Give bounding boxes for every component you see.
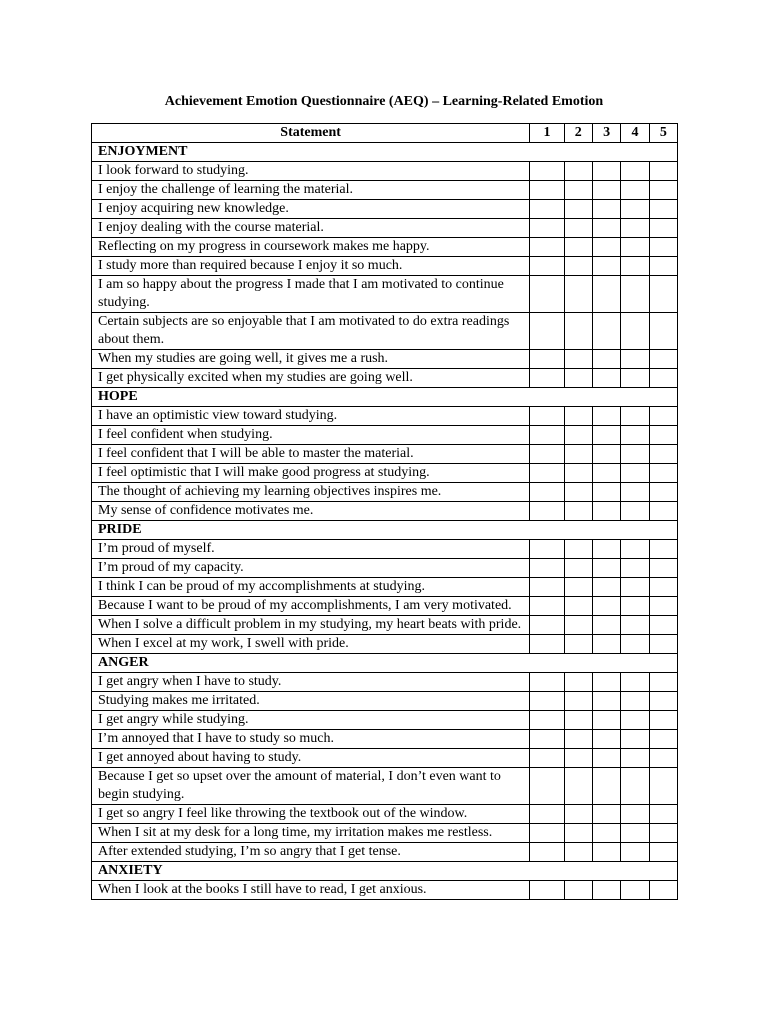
statement-row	[92, 616, 678, 635]
rating-cell-1[interactable]	[530, 276, 564, 313]
rating-cell-5[interactable]	[649, 673, 677, 692]
statement-row	[92, 426, 678, 445]
section-title: PRIDE	[92, 521, 678, 540]
scale-header-1: 1	[530, 124, 564, 143]
rating-cell-1[interactable]	[530, 711, 564, 730]
rating-cell-2[interactable]	[564, 673, 592, 692]
statement-text: I enjoy the challenge of learning the material.	[92, 181, 530, 200]
rating-cell-4[interactable]	[621, 730, 649, 749]
rating-cell-3[interactable]	[592, 350, 620, 369]
rating-cell-1[interactable]	[530, 730, 564, 749]
statement-row	[92, 313, 678, 350]
rating-cell-1[interactable]	[530, 445, 564, 464]
rating-cell-4[interactable]	[621, 464, 649, 483]
statement-text: My sense of confidence motivates me.	[92, 502, 530, 521]
rating-cell-5[interactable]	[649, 200, 677, 219]
statement-text: I am so happy about the progress I made that I am motivated to continue studying.	[92, 276, 530, 313]
rating-cell-4[interactable]	[621, 181, 649, 200]
rating-cell-3[interactable]	[592, 730, 620, 749]
rating-cell-4[interactable]	[621, 616, 649, 635]
statement-text: Because I want to be proud of my accomplishments, I am very motivated.	[92, 597, 530, 616]
statement-row	[92, 445, 678, 464]
rating-cell-3[interactable]	[592, 502, 620, 521]
rating-cell-5[interactable]	[649, 730, 677, 749]
statement-text: I feel confident when studying.	[92, 426, 530, 445]
rating-cell-1[interactable]	[530, 805, 564, 824]
rating-cell-5[interactable]	[649, 483, 677, 502]
rating-cell-2[interactable]	[564, 238, 592, 257]
rating-cell-1[interactable]	[530, 407, 564, 426]
rating-cell-5[interactable]	[649, 616, 677, 635]
rating-cell-5[interactable]	[649, 426, 677, 445]
statement-text: I think I can be proud of my accomplishments at studying.	[92, 578, 530, 597]
statement-text: I’m annoyed that I have to study so much.	[92, 730, 530, 749]
rating-cell-2[interactable]	[564, 597, 592, 616]
rating-cell-2[interactable]	[564, 257, 592, 276]
statement-row	[92, 559, 678, 578]
rating-cell-2[interactable]	[564, 768, 592, 805]
statement-row	[92, 673, 678, 692]
statement-text: I have an optimistic view toward studying.	[92, 407, 530, 426]
rating-cell-3[interactable]	[592, 881, 620, 900]
rating-cell-4[interactable]	[621, 768, 649, 805]
rating-cell-2[interactable]	[564, 635, 592, 654]
statement-row	[92, 276, 678, 313]
scale-header-5: 5	[649, 124, 677, 143]
statement-text: I feel confident that I will be able to master the material.	[92, 445, 530, 464]
rating-cell-5[interactable]	[649, 257, 677, 276]
rating-cell-5[interactable]	[649, 162, 677, 181]
rating-cell-5[interactable]	[649, 711, 677, 730]
statement-text: The thought of achieving my learning objectives inspires me.	[92, 483, 530, 502]
rating-cell-5[interactable]	[649, 407, 677, 426]
rating-cell-5[interactable]	[649, 749, 677, 768]
statement-row	[92, 578, 678, 597]
statement-row	[92, 238, 678, 257]
rating-cell-3[interactable]	[592, 483, 620, 502]
statement-row	[92, 200, 678, 219]
rating-cell-5[interactable]	[649, 805, 677, 824]
rating-cell-2[interactable]	[564, 540, 592, 559]
rating-cell-2[interactable]	[564, 483, 592, 502]
rating-cell-2[interactable]	[564, 276, 592, 313]
rating-cell-1[interactable]	[530, 369, 564, 388]
statement-text: When I look at the books I still have to read, I get anxious.	[92, 881, 530, 900]
rating-cell-4[interactable]	[621, 749, 649, 768]
rating-cell-5[interactable]	[649, 313, 677, 350]
statement-row	[92, 257, 678, 276]
rating-cell-2[interactable]	[564, 559, 592, 578]
statement-row	[92, 805, 678, 824]
rating-cell-4[interactable]	[621, 350, 649, 369]
statement-text: I’m proud of my capacity.	[92, 559, 530, 578]
rating-cell-1[interactable]	[530, 219, 564, 238]
rating-cell-5[interactable]	[649, 502, 677, 521]
scale-header-3: 3	[592, 124, 620, 143]
rating-cell-3[interactable]	[592, 445, 620, 464]
section-title: HOPE	[92, 388, 678, 407]
statement-row	[92, 219, 678, 238]
statement-text: When my studies are going well, it gives me a rush.	[92, 350, 530, 369]
statement-text: Reflecting on my progress in coursework makes me happy.	[92, 238, 530, 257]
rating-cell-2[interactable]	[564, 749, 592, 768]
rating-cell-3[interactable]	[592, 559, 620, 578]
statement-row	[92, 824, 678, 843]
rating-cell-2[interactable]	[564, 219, 592, 238]
statement-text: I get angry while studying.	[92, 711, 530, 730]
rating-cell-1[interactable]	[530, 426, 564, 445]
statement-text: I look forward to studying.	[92, 162, 530, 181]
rating-cell-4[interactable]	[621, 369, 649, 388]
rating-cell-2[interactable]	[564, 464, 592, 483]
rating-cell-4[interactable]	[621, 257, 649, 276]
rating-cell-5[interactable]	[649, 540, 677, 559]
statement-text: I get angry when I have to study.	[92, 673, 530, 692]
rating-cell-3[interactable]	[592, 692, 620, 711]
rating-cell-1[interactable]	[530, 749, 564, 768]
questionnaire-table	[91, 123, 678, 900]
rating-cell-1[interactable]	[530, 616, 564, 635]
rating-cell-4[interactable]	[621, 635, 649, 654]
rating-cell-1[interactable]	[530, 578, 564, 597]
rating-cell-4[interactable]	[621, 162, 649, 181]
rating-cell-4[interactable]	[621, 559, 649, 578]
rating-cell-1[interactable]	[530, 181, 564, 200]
rating-cell-3[interactable]	[592, 616, 620, 635]
page-title: Achievement Emotion Questionnaire (AEQ) – Learning-Related Emotion	[164, 94, 604, 109]
rating-cell-3[interactable]	[592, 219, 620, 238]
rating-cell-3[interactable]	[592, 407, 620, 426]
rating-cell-2[interactable]	[564, 407, 592, 426]
rating-cell-1[interactable]	[530, 559, 564, 578]
rating-cell-1[interactable]	[530, 824, 564, 843]
statement-row	[92, 369, 678, 388]
statement-row	[92, 881, 678, 900]
rating-cell-2[interactable]	[564, 711, 592, 730]
rating-cell-2[interactable]	[564, 805, 592, 824]
rating-cell-2[interactable]	[564, 730, 592, 749]
statement-row	[92, 464, 678, 483]
statement-text: When I sit at my desk for a long time, my irritation makes me restless.	[92, 824, 530, 843]
statement-row	[92, 635, 678, 654]
rating-cell-2[interactable]	[564, 350, 592, 369]
rating-cell-3[interactable]	[592, 162, 620, 181]
statement-row	[92, 540, 678, 559]
rating-cell-3[interactable]	[592, 181, 620, 200]
rating-cell-1[interactable]	[530, 238, 564, 257]
statement-text: I study more than required because I enjoy it so much.	[92, 257, 530, 276]
statement-row	[92, 162, 678, 181]
rating-cell-4[interactable]	[621, 597, 649, 616]
rating-cell-2[interactable]	[564, 200, 592, 219]
rating-cell-1[interactable]	[530, 350, 564, 369]
rating-cell-2[interactable]	[564, 426, 592, 445]
rating-cell-3[interactable]	[592, 313, 620, 350]
rating-cell-3[interactable]	[592, 426, 620, 445]
statement-row	[92, 692, 678, 711]
scale-header-4: 4	[621, 124, 649, 143]
rating-cell-1[interactable]	[530, 257, 564, 276]
rating-cell-4[interactable]	[621, 711, 649, 730]
rating-cell-5[interactable]	[649, 350, 677, 369]
rating-cell-5[interactable]	[649, 824, 677, 843]
rating-cell-4[interactable]	[621, 219, 649, 238]
section-row	[92, 143, 678, 162]
statement-text: Because I get so upset over the amount of material, I don’t even want to begin studying.	[92, 768, 530, 805]
section-row	[92, 654, 678, 673]
statement-text: When I solve a difficult problem in my studying, my heart beats with pride.	[92, 616, 530, 635]
header-row	[92, 124, 678, 143]
rating-cell-4[interactable]	[621, 483, 649, 502]
rating-cell-5[interactable]	[649, 578, 677, 597]
rating-cell-1[interactable]	[530, 313, 564, 350]
rating-cell-1[interactable]	[530, 768, 564, 805]
rating-cell-1[interactable]	[530, 635, 564, 654]
rating-cell-3[interactable]	[592, 369, 620, 388]
rating-cell-2[interactable]	[564, 369, 592, 388]
section-row	[92, 521, 678, 540]
rating-cell-2[interactable]	[564, 843, 592, 862]
rating-cell-4[interactable]	[621, 540, 649, 559]
rating-cell-3[interactable]	[592, 749, 620, 768]
rating-cell-3[interactable]	[592, 540, 620, 559]
statement-row	[92, 711, 678, 730]
rating-cell-2[interactable]	[564, 824, 592, 843]
questionnaire-body	[92, 143, 678, 900]
rating-cell-4[interactable]	[621, 238, 649, 257]
statement-text: I’m proud of myself.	[92, 540, 530, 559]
rating-cell-2[interactable]	[564, 502, 592, 521]
rating-cell-2[interactable]	[564, 162, 592, 181]
rating-cell-1[interactable]	[530, 692, 564, 711]
rating-cell-5[interactable]	[649, 597, 677, 616]
rating-cell-2[interactable]	[564, 181, 592, 200]
statement-text: I get annoyed about having to study.	[92, 749, 530, 768]
section-row	[92, 388, 678, 407]
rating-cell-1[interactable]	[530, 200, 564, 219]
rating-cell-3[interactable]	[592, 464, 620, 483]
rating-cell-3[interactable]	[592, 257, 620, 276]
rating-cell-5[interactable]	[649, 692, 677, 711]
rating-cell-5[interactable]	[649, 181, 677, 200]
rating-cell-4[interactable]	[621, 692, 649, 711]
statement-row	[92, 350, 678, 369]
section-row	[92, 862, 678, 881]
statement-text: After extended studying, I’m so angry that I get tense.	[92, 843, 530, 862]
rating-cell-5[interactable]	[649, 238, 677, 257]
rating-cell-1[interactable]	[530, 502, 564, 521]
section-title: ANXIETY	[92, 862, 678, 881]
rating-cell-4[interactable]	[621, 276, 649, 313]
rating-cell-4[interactable]	[621, 407, 649, 426]
section-title: ENJOYMENT	[92, 143, 678, 162]
rating-cell-2[interactable]	[564, 692, 592, 711]
rating-cell-5[interactable]	[649, 276, 677, 313]
rating-cell-5[interactable]	[649, 768, 677, 805]
section-title: ANGER	[92, 654, 678, 673]
rating-cell-1[interactable]	[530, 843, 564, 862]
rating-cell-4[interactable]	[621, 824, 649, 843]
statement-row	[92, 749, 678, 768]
statement-text: I feel optimistic that I will make good progress at studying.	[92, 464, 530, 483]
statement-text: I get so angry I feel like throwing the textbook out of the window.	[92, 805, 530, 824]
statement-row	[92, 730, 678, 749]
statement-row	[92, 597, 678, 616]
rating-cell-4[interactable]	[621, 673, 649, 692]
statement-row	[92, 843, 678, 862]
statement-text: I enjoy acquiring new knowledge.	[92, 200, 530, 219]
rating-cell-3[interactable]	[592, 843, 620, 862]
rating-cell-3[interactable]	[592, 824, 620, 843]
rating-cell-3[interactable]	[592, 578, 620, 597]
statement-row	[92, 483, 678, 502]
statement-text: Studying makes me irritated.	[92, 692, 530, 711]
rating-cell-3[interactable]	[592, 597, 620, 616]
rating-cell-1[interactable]	[530, 162, 564, 181]
rating-cell-5[interactable]	[649, 464, 677, 483]
statement-row	[92, 768, 678, 805]
rating-cell-4[interactable]	[621, 313, 649, 350]
rating-cell-1[interactable]	[530, 881, 564, 900]
rating-cell-5[interactable]	[649, 445, 677, 464]
rating-cell-3[interactable]	[592, 276, 620, 313]
rating-cell-2[interactable]	[564, 881, 592, 900]
rating-cell-4[interactable]	[621, 200, 649, 219]
rating-cell-4[interactable]	[621, 502, 649, 521]
rating-cell-4[interactable]	[621, 445, 649, 464]
rating-cell-1[interactable]	[530, 540, 564, 559]
rating-cell-4[interactable]	[621, 843, 649, 862]
rating-cell-3[interactable]	[592, 805, 620, 824]
statement-header: Statement	[92, 124, 530, 143]
rating-cell-5[interactable]	[649, 219, 677, 238]
rating-cell-4[interactable]	[621, 578, 649, 597]
rating-cell-3[interactable]	[592, 768, 620, 805]
rating-cell-2[interactable]	[564, 616, 592, 635]
statement-text: I enjoy dealing with the course material.	[92, 219, 530, 238]
rating-cell-5[interactable]	[649, 559, 677, 578]
rating-cell-1[interactable]	[530, 673, 564, 692]
statement-row	[92, 407, 678, 426]
rating-cell-2[interactable]	[564, 445, 592, 464]
rating-cell-3[interactable]	[592, 711, 620, 730]
rating-cell-4[interactable]	[621, 426, 649, 445]
rating-cell-3[interactable]	[592, 200, 620, 219]
rating-cell-4[interactable]	[621, 805, 649, 824]
rating-cell-3[interactable]	[592, 238, 620, 257]
statement-row	[92, 181, 678, 200]
rating-cell-3[interactable]	[592, 673, 620, 692]
rating-cell-1[interactable]	[530, 464, 564, 483]
rating-cell-5[interactable]	[649, 369, 677, 388]
rating-cell-1[interactable]	[530, 483, 564, 502]
rating-cell-1[interactable]	[530, 597, 564, 616]
rating-cell-5[interactable]	[649, 635, 677, 654]
statement-row	[92, 502, 678, 521]
rating-cell-2[interactable]	[564, 313, 592, 350]
rating-cell-2[interactable]	[564, 578, 592, 597]
statement-text: Certain subjects are so enjoyable that I am motivated to do extra readings about them.	[92, 313, 530, 350]
rating-cell-4[interactable]	[621, 881, 649, 900]
statement-text: I get physically excited when my studies are going well.	[92, 369, 530, 388]
statement-text: When I excel at my work, I swell with pride.	[92, 635, 530, 654]
rating-cell-5[interactable]	[649, 843, 677, 862]
rating-cell-5[interactable]	[649, 881, 677, 900]
rating-cell-3[interactable]	[592, 635, 620, 654]
scale-header-2: 2	[564, 124, 592, 143]
